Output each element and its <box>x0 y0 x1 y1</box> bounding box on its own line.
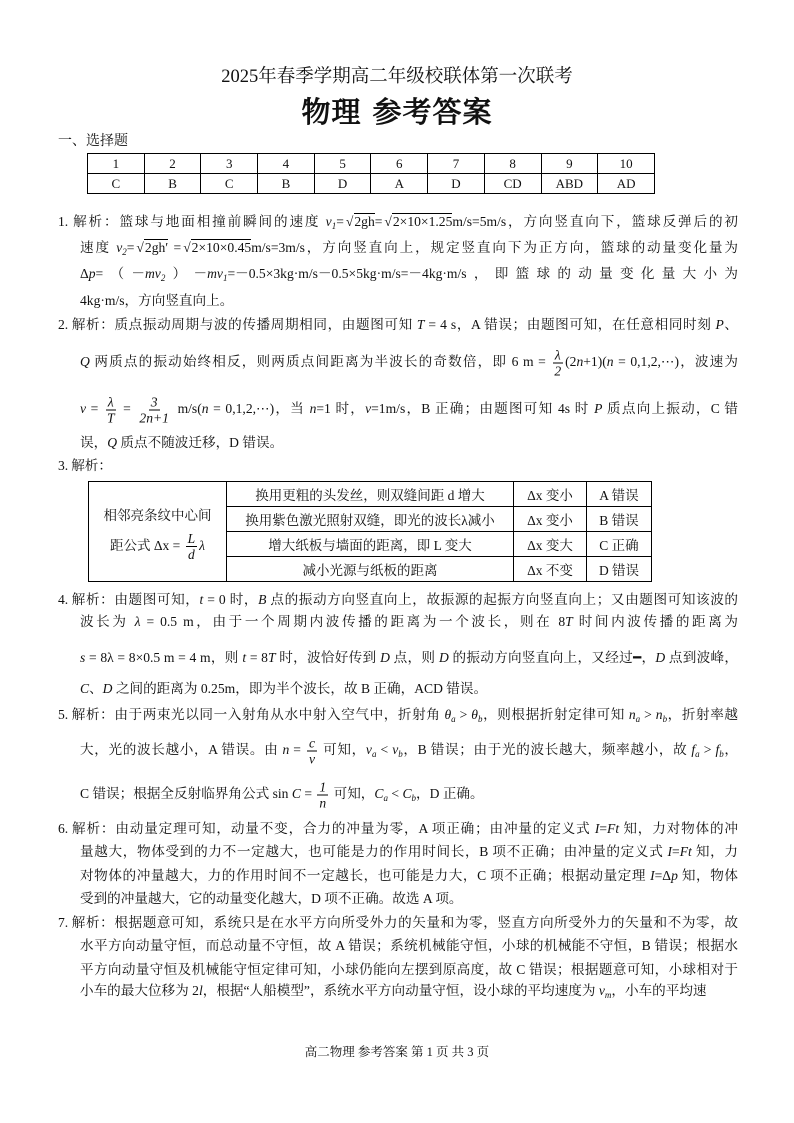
effect-cell: Δx 不变 <box>514 557 587 582</box>
q3-analysis-table <box>88 481 652 582</box>
math-variable: f <box>715 742 720 758</box>
question-number-cell: 3 <box>201 154 258 174</box>
answer-cell: B <box>144 174 201 194</box>
text: 知，力 <box>691 844 738 859</box>
square-root: √ 2gh <box>354 213 375 229</box>
math-variable: T <box>416 317 425 332</box>
square-root: √ 2×10×0.45 <box>191 239 251 255</box>
math-variable: T <box>267 650 276 665</box>
math-variable: C <box>402 786 412 802</box>
math-variable: T <box>565 614 573 629</box>
subscript: 2 <box>122 247 127 257</box>
denominator: T <box>106 410 115 426</box>
formula-prefix: 距公式 Δx = <box>109 537 184 553</box>
fringe-spacing-formula <box>89 531 226 562</box>
answer-cell: A <box>371 174 428 194</box>
text: C 错误；根据全反射临界角公式 sin <box>80 786 292 802</box>
text: m/s=3m/s，方向竖直向上，规定竖直向下为正方向，篮球的动量变化量为 <box>251 240 738 255</box>
text: 解析：根据题意可知，系统只是在水平方向所受外力的矢量和为零，竖直方向所受外力的矢量和不为零，故 <box>71 915 738 930</box>
solution-line <box>80 649 738 667</box>
math-variable: n <box>576 354 584 370</box>
text: > <box>699 742 716 758</box>
math-variable: v <box>325 214 332 229</box>
math-variable: t <box>242 650 247 665</box>
condition-cell: 换用紫色激光照射双缝，即光的波长λ减小 <box>227 507 514 532</box>
verdict-cell: D 错误 <box>587 557 652 582</box>
section-heading-multiple-choice: 一、选择题 <box>58 134 128 149</box>
solution-line <box>80 843 738 861</box>
math-variable: v <box>80 401 87 417</box>
text: m/s=5m/s，方向竖直向下，篮球反弹后的初 <box>452 214 738 229</box>
text: 点到波峰， <box>665 650 738 665</box>
text: 解析： <box>71 458 112 473</box>
math-variable: Q <box>107 435 118 450</box>
math-variable: D <box>102 681 113 696</box>
text: = 8 <box>246 650 268 665</box>
text: = <box>300 786 316 802</box>
square-root: √ 2×10×1.25 <box>392 213 452 229</box>
fraction <box>307 736 317 767</box>
text: 解析：由动量定理可知，动量不变，合力的冲量为零，A 项正确；由冲量的定义式 <box>71 821 595 836</box>
fraction <box>137 395 171 426</box>
math-variable: mv <box>144 266 161 281</box>
answer-key-table <box>87 153 655 194</box>
text: = <box>118 401 136 417</box>
text: 波长为 <box>80 614 135 629</box>
text: 解析：篮球与地面相撞前瞬间的速度 <box>71 214 326 229</box>
math-variable: θ <box>471 707 478 722</box>
subscript: b <box>477 714 483 724</box>
text: = 0,1,2,⋯)，波速为 <box>613 354 739 370</box>
text: = <box>126 240 135 255</box>
solution-line <box>80 292 738 310</box>
question-number-cell: 4 <box>258 154 315 174</box>
question-number: 1. <box>58 214 69 229</box>
question-number-cell: 1 <box>88 154 145 174</box>
solution-line <box>58 213 738 235</box>
math-variable: I <box>667 844 673 859</box>
question-number: 4. <box>58 592 69 607</box>
math-variable: n <box>282 742 290 758</box>
text: 之间的距离为 0.25m，即为半个波长，故 B 正确，ACD 错误。 <box>112 681 488 696</box>
subscript: a <box>371 749 377 760</box>
formula-cell <box>89 482 227 582</box>
math-variable: θ <box>444 707 452 722</box>
text: 知，物体 <box>677 868 738 883</box>
math-variable: n <box>201 401 209 417</box>
fraction <box>552 348 563 379</box>
math-variable: D <box>655 650 666 665</box>
math-variable: n <box>628 707 636 722</box>
formula-suffix: λ <box>199 537 206 553</box>
answer-row <box>88 174 655 194</box>
numerator: L <box>187 531 196 547</box>
table-row <box>89 482 652 507</box>
math-variable: I <box>594 821 600 836</box>
subscript: 2 <box>160 273 166 283</box>
effect-cell: Δx 变小 <box>514 507 587 532</box>
solution-line <box>80 780 738 811</box>
solution-line <box>80 867 738 885</box>
question-number: 7. <box>58 915 69 930</box>
solution-line <box>80 613 738 631</box>
condition-cell: 增大纸板与墙面的距离，即 L 变大 <box>227 532 514 557</box>
math-variable: mv <box>207 266 223 281</box>
text: ，B 错误；由于光的波长越大，频率越小，故 <box>402 742 692 758</box>
numerator: 3 <box>150 394 158 410</box>
text: = <box>599 821 608 836</box>
numerator: λ <box>554 347 561 363</box>
text: 时，波恰好传到 <box>275 650 381 665</box>
text: 点，则 <box>389 650 439 665</box>
question-number-cell: 6 <box>371 154 428 174</box>
question-number-cell: 2 <box>144 154 201 174</box>
condition-cell: 换用更粗的头发丝，则双缝间距 d 增大 <box>227 482 514 507</box>
text: = 0.5 m，由于一个周期内波传播的距离为一个波长，则在 8 <box>140 614 566 629</box>
text: 、 <box>723 317 739 332</box>
subscript: b <box>719 749 724 760</box>
numerator: λ <box>107 394 114 410</box>
effect-cell: Δx 变小 <box>514 482 587 507</box>
math-variable: v <box>116 240 123 255</box>
verdict-cell: A 错误 <box>587 482 652 507</box>
math-variable: t <box>199 592 204 607</box>
denominator: 2n+1 <box>139 410 169 426</box>
answer-cell: B <box>258 174 315 194</box>
formula-caption: 相邻亮条纹中心间 <box>103 507 212 523</box>
subscript: 1 <box>331 221 337 231</box>
text: 速度 <box>80 240 117 255</box>
fraction <box>105 395 117 426</box>
answer-cell: ABD <box>541 174 598 194</box>
math-variable: D <box>438 650 449 665</box>
math-variable: f <box>691 742 696 758</box>
text: 解析：质点振动周期与波的传播周期相同，由题图可知 <box>71 317 417 332</box>
text: 大，光的波长越小，A 错误。由 <box>80 742 283 758</box>
text: 解析：由于两束光以同一入射角从水中射入空气中，折射角 <box>71 707 445 722</box>
solution-line <box>80 937 738 955</box>
text: =1m/s，B 正确；由题图可知 4s 时 <box>371 401 595 417</box>
subscript: a <box>695 749 700 760</box>
answer-cell: C <box>88 174 145 194</box>
numerator: 1 <box>319 779 327 795</box>
math-variable: P <box>594 401 603 417</box>
solution-line <box>58 914 738 932</box>
text: 水平方向动量守恒，而总动量不守恒，故 A 错误；系统机械能守恒，小球的机械能不守恒，B 错误；根据水 <box>80 938 738 953</box>
solution-line <box>80 736 738 767</box>
denominator: 2 <box>554 363 562 379</box>
solution-line <box>58 820 738 838</box>
solution-line <box>58 591 738 609</box>
text: 对物体的冲量越大，力的作用时间不一定越长，也可能是力大，C 项不正确；根据动量定理 <box>80 868 651 883</box>
solution-line <box>58 316 738 334</box>
text: ）－ <box>165 266 208 281</box>
text: 质点向上振动，C 错 <box>602 401 738 417</box>
math-variable: v <box>598 983 605 998</box>
answer-cell: CD <box>484 174 541 194</box>
math-variable: v <box>365 742 372 758</box>
text: < <box>387 786 403 802</box>
question-number: 6. <box>58 821 69 836</box>
math-variable: v <box>392 742 399 758</box>
answer-cell: C <box>201 174 258 194</box>
solution-line <box>80 890 738 908</box>
math-variable: p <box>671 868 678 883</box>
numerator: c <box>309 735 316 751</box>
fraction <box>317 780 328 811</box>
text: 点的振动方向竖直向上，故振源的起振方向竖直向上；又由题图可知该波的 <box>266 592 738 607</box>
subscript: b <box>411 793 417 804</box>
text: = <box>86 401 103 417</box>
math-variable: s <box>80 650 86 665</box>
text: = <box>168 240 182 255</box>
math-variable: C <box>80 681 90 696</box>
solution-line <box>80 680 738 698</box>
math-variable: P <box>715 317 724 332</box>
text: Δ <box>80 266 89 281</box>
exam-title: 2025年春季学期高二年级校联体第一次联考 <box>221 67 573 87</box>
text: 两质点的振动始终相反，则两质点间距离为半波长的奇数倍，即 6 m = <box>89 354 551 370</box>
math-variable: Q <box>80 354 90 370</box>
subscript: b <box>398 749 403 760</box>
text: ， <box>723 742 738 758</box>
question-number-cell: 8 <box>484 154 541 174</box>
text: 可知， <box>330 786 375 802</box>
math-variable: Ft <box>607 821 620 836</box>
verdict-cell: C 正确 <box>587 532 652 557</box>
question-number-cell: 5 <box>314 154 371 174</box>
solution-line <box>80 239 738 261</box>
text: 、 <box>89 681 103 696</box>
subscript: m <box>604 990 612 1000</box>
text: ，折射率越 <box>667 707 738 722</box>
text: 误， <box>80 435 108 450</box>
verdict-cell: B 错误 <box>587 507 652 532</box>
question-number-cell: 9 <box>541 154 598 174</box>
solution-line <box>80 434 738 452</box>
text: +1)( <box>583 354 607 370</box>
text: 可知， <box>319 742 366 758</box>
text: 的振动方向竖直向上，又经过━， <box>448 650 656 665</box>
fraction <box>186 531 198 562</box>
math-variable: n <box>309 401 317 417</box>
square-root: √ 2gh′ <box>144 239 168 255</box>
question-number: 2. <box>58 317 69 332</box>
text: =Δ <box>654 868 672 883</box>
denominator: n <box>319 795 327 811</box>
text: 质点不随波迁移，D 错误。 <box>117 435 284 450</box>
denominator: d <box>188 547 195 563</box>
math-variable: Ft <box>679 844 692 859</box>
text: = 0 时， <box>203 592 259 607</box>
document-title: 物理 参考答案 <box>301 95 493 129</box>
subscript: a <box>383 793 388 804</box>
subscript: a <box>451 714 456 724</box>
math-variable: C <box>291 786 301 802</box>
question-number: 3. <box>58 458 69 473</box>
text: = 4 s，A 错误；由题图可知，在任意相同时刻 <box>424 317 716 332</box>
text: =1 时， <box>316 401 366 417</box>
math-variable: D <box>380 650 390 665</box>
math-variable: n <box>655 707 663 722</box>
answer-cell: D <box>314 174 371 194</box>
text: = 8λ = 8×0.5 m = 4 m，则 <box>85 650 243 665</box>
text: 知，力对物体的冲 <box>619 821 738 836</box>
solution-line <box>58 457 738 475</box>
math-variable: l <box>198 983 203 998</box>
text: 小车的最大位移为 2 <box>80 983 199 998</box>
text: ，D 正确。 <box>416 786 484 802</box>
math-variable: v <box>365 401 372 417</box>
text: = <box>336 214 344 229</box>
subscript: a <box>635 714 641 724</box>
math-variable: n <box>606 354 614 370</box>
text: > <box>640 707 656 722</box>
question-number: 5. <box>58 707 69 722</box>
math-variable: I <box>650 868 655 883</box>
effect-cell: Δx 变大 <box>514 532 587 557</box>
text: =（－ <box>95 266 145 281</box>
math-variable: C <box>374 786 384 802</box>
text: 量越大，物体受到的力不一定越大，也可能是力的作用时间长，B 项不正确；由冲量的定义式 <box>80 844 668 859</box>
solution-line <box>58 706 738 728</box>
text: 平方向动量守恒及机械能守恒定律可知，小球仍能向左摆到原高度，故 C 错误；根据题意可知，小球相对于 <box>80 962 738 977</box>
text: 4kg·m/s，方向竖直向上。 <box>80 293 234 308</box>
text: ，根据“人船模型”，系统水平方向动量守恒，设小球的平均速度为 <box>202 983 599 998</box>
text: > <box>455 707 472 722</box>
text: ，小车的平均速 <box>611 983 707 998</box>
page-footer: 高二物理 参考答案 第 1 页 共 3 页 <box>304 1045 490 1059</box>
answer-cell: AD <box>598 174 655 194</box>
question-number-row <box>88 154 655 174</box>
text: ，则根据折射定律可知 <box>482 707 629 722</box>
text: 时间内波传播的距离为 <box>572 614 739 629</box>
math-variable: B <box>258 592 267 607</box>
text: = <box>672 844 680 859</box>
solution-line <box>80 265 738 287</box>
question-number-cell: 10 <box>598 154 655 174</box>
answer-cell: D <box>428 174 485 194</box>
text: m/s( <box>172 401 202 417</box>
text: 受到的冲量越大，它的动量变化越大，D 项不正确。故选 A 项。 <box>80 891 463 906</box>
text: = 0,1,2,⋯)，当 <box>208 401 310 417</box>
subscript: 1 <box>222 273 228 283</box>
text: = <box>289 742 306 758</box>
denominator: v <box>309 751 316 767</box>
solution-line <box>80 982 738 1004</box>
solution-line <box>80 348 738 379</box>
subscript: b <box>662 714 668 724</box>
question-number-cell: 7 <box>428 154 485 174</box>
text: 解析：由题图可知， <box>71 592 200 607</box>
math-variable: λ <box>134 614 141 629</box>
condition-cell: 减小光源与纸板的距离 <box>227 557 514 582</box>
solution-line <box>80 395 738 426</box>
text: (2 <box>565 354 577 370</box>
text: =－0.5×3kg·m/s－0.5×5kg·m/s=－4kg·m/s，即篮球的动量变化量大小为 <box>227 266 739 281</box>
solution-line <box>80 961 738 979</box>
math-variable: p <box>88 266 96 281</box>
text: < <box>376 742 393 758</box>
text: = <box>374 214 383 229</box>
